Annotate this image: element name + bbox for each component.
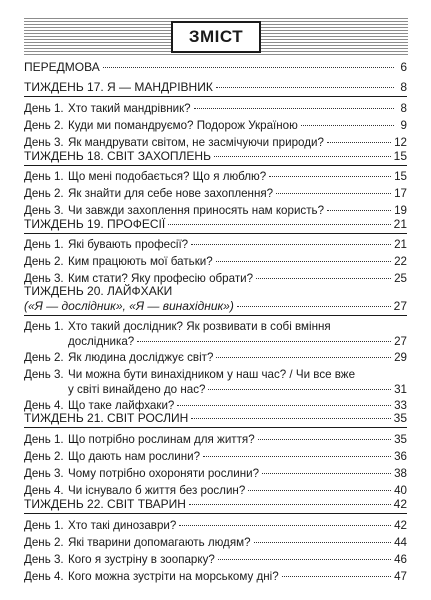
page-number: 36: [394, 450, 407, 463]
day-title: Як людина досліджує світ?: [68, 351, 214, 364]
dot-leader: [254, 542, 392, 543]
week-subtitle: («Я — дослідник», «Я — винахідник»): [24, 299, 234, 313]
dot-leader: [327, 210, 391, 211]
toc-day[interactable]: [24, 449, 407, 464]
page-number: 31: [394, 383, 407, 396]
divider: [24, 233, 407, 234]
page-number: 44: [394, 536, 407, 549]
dot-leader: [177, 405, 391, 406]
toc-week-21[interactable]: [24, 411, 407, 426]
day-title-line1: Чи можна бути винахідником у наш час? / Чи все вже: [68, 368, 356, 381]
page-number: 9: [400, 119, 407, 132]
page-number: 19: [394, 204, 407, 217]
day-label: День 1.: [24, 238, 64, 251]
page-number: 6: [400, 60, 407, 74]
toc-day[interactable]: [24, 367, 407, 382]
dot-leader: [214, 156, 391, 157]
day-title: Як знайти для себе нове захоплення?: [68, 187, 274, 200]
toc-day[interactable]: [24, 135, 407, 150]
day-title-line2: у світі винайдено до нас?: [68, 383, 206, 396]
page-number: 35: [394, 433, 407, 446]
week-title: ТИЖДЕНЬ 21. СВІТ РОСЛИН: [24, 411, 189, 425]
page-number: 15: [394, 170, 407, 183]
toc-day[interactable]: [24, 186, 407, 201]
day-title: Хто такі динозаври?: [68, 519, 177, 532]
page-number: 29: [394, 351, 407, 364]
divider: [24, 165, 407, 166]
toc-week-22[interactable]: [24, 497, 407, 512]
dot-leader: [203, 456, 391, 457]
dot-leader: [256, 278, 391, 279]
dot-leader: [194, 108, 394, 109]
day-title: Кого можна зустріти на морському дні?: [68, 570, 279, 583]
day-title: Що потрібно рослинам для життя?: [68, 433, 255, 446]
week-title: ТИЖДЕНЬ 22. СВІТ ТВАРИН: [24, 497, 186, 511]
toc-day-continuation[interactable]: [24, 382, 407, 397]
toc-day[interactable]: [24, 118, 407, 133]
page-number: 27: [393, 299, 407, 313]
day-title-line1: Хто такий дослідник? Як розвивати в собі вміння: [68, 320, 331, 333]
day-label: День 3.: [24, 136, 64, 149]
toc-week-18[interactable]: [24, 149, 407, 164]
page-number: 33: [394, 399, 407, 412]
divider: [24, 96, 407, 97]
day-title: Що таке лайфхаки?: [68, 399, 175, 412]
dot-leader: [276, 193, 391, 194]
page-number: 8: [400, 102, 407, 115]
dot-leader: [301, 125, 394, 126]
dot-leader: [218, 559, 391, 560]
day-title: Чи завжди захоплення приносять нам користь?: [68, 204, 325, 217]
day-label: День 2.: [24, 351, 64, 364]
week-title: ТИЖДЕНЬ 19. ПРОФЕСІЇ: [24, 217, 166, 231]
day-title: Що мені подобається? Що я люблю?: [68, 170, 267, 183]
week-title: ТИЖДЕНЬ 18. СВІТ ЗАХОПЛЕНЬ: [24, 149, 211, 163]
page-number: 40: [394, 484, 407, 497]
toc-title: ПЕРЕДМОВА: [24, 60, 100, 74]
toc-day[interactable]: [24, 552, 407, 567]
day-label: День 1.: [24, 433, 64, 446]
page-title: ЗМІСТ: [171, 21, 261, 53]
toc-week-20[interactable]: [24, 284, 407, 299]
dot-leader: [327, 142, 391, 143]
day-title: Ким працюють мої батьки?: [68, 255, 213, 268]
day-label: День 2.: [24, 119, 64, 132]
day-title: Куди ми помандруємо? Подорож Україною: [68, 119, 298, 132]
dot-leader: [248, 490, 391, 491]
dot-leader: [216, 357, 391, 358]
toc-day[interactable]: [24, 254, 407, 269]
day-label: День 2.: [24, 187, 64, 200]
day-title: Ким стати? Яку професію обрати?: [68, 272, 254, 285]
page-number: 15: [393, 149, 407, 163]
toc-day[interactable]: [24, 569, 407, 584]
day-title: Кого я зустріну в зоопарку?: [68, 553, 215, 566]
dot-leader: [191, 244, 391, 245]
page-number: 27: [394, 335, 407, 348]
day-title-line2: дослідника?: [68, 335, 135, 348]
page-number: 38: [394, 467, 407, 480]
day-title: Чому потрібно охороняти рослини?: [68, 467, 260, 480]
page-number: 8: [400, 80, 407, 94]
day-title: Які тварини допомагають людям?: [68, 536, 251, 549]
dot-leader: [237, 306, 391, 307]
day-label: День 1.: [24, 519, 64, 532]
toc-week-20-subtitle[interactable]: [24, 299, 407, 314]
toc-day[interactable]: [24, 535, 407, 550]
toc-day[interactable]: [24, 466, 407, 481]
toc-day[interactable]: [24, 237, 407, 252]
dot-leader: [189, 504, 391, 505]
toc-week-19[interactable]: [24, 217, 407, 232]
page-number: 42: [394, 519, 407, 532]
toc-day-continuation[interactable]: [24, 334, 407, 349]
page-number: 42: [393, 497, 407, 511]
toc-week-17[interactable]: [24, 80, 407, 95]
toc-day[interactable]: [24, 483, 407, 498]
day-label: День 2.: [24, 450, 64, 463]
divider: [24, 315, 407, 316]
dot-leader: [282, 576, 391, 577]
toc-day[interactable]: [24, 518, 407, 533]
dot-leader: [179, 525, 391, 526]
day-label: День 4.: [24, 399, 64, 412]
toc-day[interactable]: [24, 203, 407, 218]
dot-leader: [258, 439, 391, 440]
page-number: 25: [394, 272, 407, 285]
day-label: День 3.: [24, 272, 64, 285]
page-number: 12: [394, 136, 407, 149]
day-label: День 3.: [24, 204, 64, 217]
day-label: День 3.: [24, 368, 64, 381]
dot-leader: [208, 389, 391, 390]
day-label: День 4.: [24, 484, 64, 497]
toc-entry-preface[interactable]: [24, 60, 407, 75]
day-title: Що дають нам рослини?: [68, 450, 201, 463]
day-title: Як мандрувати світом, не засмічуючи природи?: [68, 136, 324, 149]
page-number: 22: [394, 255, 407, 268]
page-number: 47: [394, 570, 407, 583]
day-title: Хто такий мандрівник?: [68, 102, 191, 115]
page-number: 21: [394, 238, 407, 251]
dot-leader: [103, 67, 394, 68]
day-title: Які бувають професії?: [68, 238, 189, 251]
day-label: День 4.: [24, 570, 64, 583]
day-label: День 1.: [24, 170, 64, 183]
dot-leader: [168, 224, 390, 225]
dot-leader: [216, 87, 394, 88]
week-title: ТИЖДЕНЬ 17. Я — МАНДРІВНИК: [24, 80, 213, 94]
day-label: День 1.: [24, 320, 64, 333]
page-number: 46: [394, 553, 407, 566]
divider: [24, 513, 407, 514]
dot-leader: [216, 261, 391, 262]
week-title: ТИЖДЕНЬ 20. ЛАЙФХАКИ: [24, 284, 173, 298]
day-label: День 3.: [24, 467, 64, 480]
toc-day[interactable]: [24, 319, 407, 334]
day-title: Чи існувало б життя без рослин?: [68, 484, 246, 497]
toc-day[interactable]: [24, 169, 407, 184]
page-number: 17: [394, 187, 407, 200]
dot-leader: [191, 418, 390, 419]
title-banner: [24, 18, 408, 56]
divider: [24, 427, 407, 428]
dot-leader: [137, 341, 391, 342]
toc-day[interactable]: [24, 432, 407, 447]
toc-day[interactable]: [24, 101, 407, 116]
day-label: День 3.: [24, 553, 64, 566]
page-number: 21: [393, 217, 407, 231]
day-label: День 2.: [24, 536, 64, 549]
dot-leader: [262, 473, 391, 474]
day-label: День 2.: [24, 255, 64, 268]
page-number: 35: [393, 411, 407, 425]
toc-day[interactable]: [24, 350, 407, 365]
day-label: День 1.: [24, 102, 64, 115]
dot-leader: [269, 176, 391, 177]
